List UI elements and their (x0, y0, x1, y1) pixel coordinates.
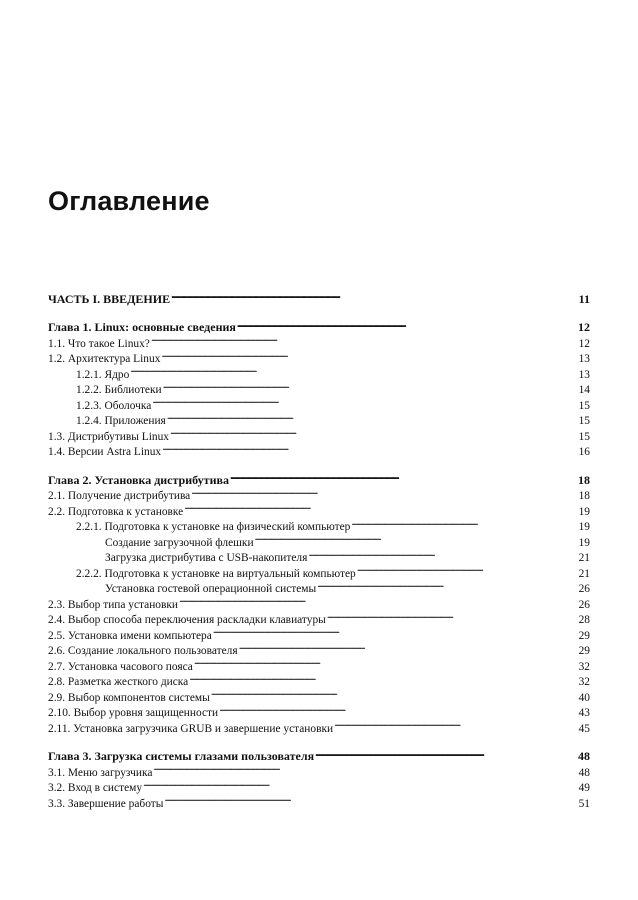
dot-leader (219, 701, 578, 717)
dot-leader (153, 760, 577, 776)
toc-entry-label: 2.10. Выбор уровня защищенности (48, 707, 219, 719)
toc-entry-page: 13 (578, 353, 590, 365)
toc-entry-page: 15 (578, 430, 590, 443)
toc-entry-subsection[interactable] (48, 362, 590, 381)
toc-entry-label: 1.1. Что такое Linux? (48, 337, 150, 350)
dot-leader (255, 530, 578, 546)
toc-entry-label: 2.2.1. Подготовка к установке на физический компьютер (76, 521, 351, 533)
dot-leader (189, 670, 577, 686)
toc-entry-label: 2.1. Получение дистрибутива (48, 490, 191, 502)
dot-leader (130, 362, 577, 378)
toc-entry-chapter[interactable] (48, 316, 590, 332)
dot-leader (308, 546, 577, 562)
toc-entry-page: 15 (578, 415, 590, 427)
toc-entry-label: 2.3. Выбор типа установки (48, 598, 179, 611)
page-title: Оглавление (48, 186, 210, 216)
dot-leader (237, 316, 577, 332)
toc-entry-page: 32 (578, 660, 590, 673)
toc-entry-page: 29 (578, 629, 590, 642)
dot-leader (164, 791, 577, 807)
dot-leader (334, 716, 578, 732)
toc-entry-label: 3.3. Завершение работы (48, 797, 164, 810)
dot-leader (191, 484, 577, 500)
toc-entry-page: 21 (578, 567, 590, 580)
toc-entry-chapter[interactable] (48, 468, 590, 487)
dot-leader (351, 515, 577, 531)
toc-entry-page: 19 (578, 536, 590, 549)
toc-entry-label: 1.2.4. Приложения (76, 415, 166, 427)
toc-entry-label: ЧАСТЬ I. ВВЕДЕНИЕ (48, 291, 171, 306)
dot-leader (143, 776, 578, 792)
table-of-contents (48, 287, 590, 810)
dot-leader (151, 331, 578, 347)
toc-entry-page: 12 (578, 320, 590, 334)
toc-entry-page: 40 (578, 691, 590, 704)
dot-leader (230, 468, 577, 484)
toc-entry-label: Глава 3. Загрузка системы глазами пользователя (48, 749, 315, 763)
toc-entry-page: 43 (578, 707, 590, 719)
toc-entry-page: 26 (578, 583, 590, 595)
toc-entry-label: Глава 1. Linux: основные сведения (48, 320, 236, 334)
toc-entry-label: 2.5. Установка имени компьютера (48, 629, 212, 642)
toc-entry-label: Установка гостевой операционной системы (105, 583, 317, 595)
dot-leader (315, 745, 577, 761)
toc-entry-label: 2.11. Установка загрузчика GRUB и завершение установки (48, 722, 334, 735)
toc-entry-page: 48 (578, 766, 590, 779)
toc-entry-page: 14 (578, 384, 590, 396)
toc-entry-label: 2.6. Создание локального пользователя (48, 645, 238, 657)
toc-entry-page: 21 (578, 552, 590, 564)
toc-entry-page: 15 (578, 399, 590, 412)
toc-entry-page: 49 (578, 782, 590, 794)
toc-entry-page: 16 (578, 446, 590, 458)
dot-leader (211, 685, 578, 701)
dot-leader (213, 623, 578, 639)
toc-entry-label: 1.2.2. Библиотеки (76, 384, 162, 396)
toc-entry-label: 1.2. Архитектура Linux (48, 353, 161, 365)
toc-entry-page: 19 (578, 521, 590, 533)
toc-entry-page: 11 (578, 291, 590, 306)
toc-entry-part[interactable] (48, 287, 590, 306)
dot-leader (162, 440, 578, 456)
toc-entry-label: Загрузка дистрибутива с USB-накопителя (105, 552, 308, 564)
toc-entry-label: 2.9. Выбор компонентов системы (48, 691, 210, 704)
toc-entry-page: 32 (578, 676, 590, 688)
toc-entry-page: 45 (578, 722, 590, 735)
toc-entry-label: 2.4. Выбор способа переключения раскладки клавиатуры (48, 614, 326, 626)
dot-leader (317, 577, 577, 593)
toc-entry-page: 29 (578, 645, 590, 657)
toc-entry-label: 2.2.2. Подготовка к установке на виртуальный компьютер (76, 567, 356, 580)
dot-leader (170, 424, 578, 440)
dot-leader (357, 561, 578, 577)
dot-leader (184, 499, 577, 515)
toc-entry-page: 51 (578, 797, 590, 810)
toc-entry-label: Глава 2. Установка дистрибутива (48, 472, 229, 487)
toc-entry-label: 1.4. Версии Astra Linux (48, 446, 162, 458)
dot-leader (239, 639, 578, 655)
toc-entry-page: 28 (578, 614, 590, 626)
dot-leader (163, 378, 578, 394)
toc-entry-page: 12 (578, 337, 590, 350)
toc-entry-label: 1.2.3. Оболочка (76, 399, 152, 412)
toc-entry-label: 2.7. Установка часового пояса (48, 660, 193, 673)
toc-entry-page: 19 (578, 505, 590, 518)
toc-entry-chapter[interactable] (48, 745, 590, 761)
toc-entry-label: 2.2. Подготовка к установке (48, 505, 184, 518)
dot-leader (152, 393, 577, 409)
dot-leader (167, 409, 578, 425)
toc-entry-page: 18 (578, 472, 590, 487)
toc-entry-label: 2.8. Разметка жесткого диска (48, 676, 189, 688)
toc-entry-label: 1.2.1. Ядро (76, 368, 130, 381)
toc-entry-label: Создание загрузочной флешки (105, 536, 254, 549)
toc-entry-label: 3.1. Меню загрузчика (48, 766, 153, 779)
toc-entry-label: 3.2. Вход в систему (48, 782, 143, 794)
toc-entry-page: 26 (578, 598, 590, 611)
toc-entry-label: 1.3. Дистрибутивы Linux (48, 430, 169, 443)
toc-entry-page: 48 (578, 749, 590, 763)
dot-leader (161, 347, 577, 363)
toc-entry-page: 13 (578, 368, 590, 381)
dot-leader (171, 287, 578, 303)
dot-leader (327, 608, 578, 624)
dot-leader (179, 592, 578, 608)
toc-entry-page: 18 (578, 490, 590, 502)
dot-leader (194, 654, 578, 670)
